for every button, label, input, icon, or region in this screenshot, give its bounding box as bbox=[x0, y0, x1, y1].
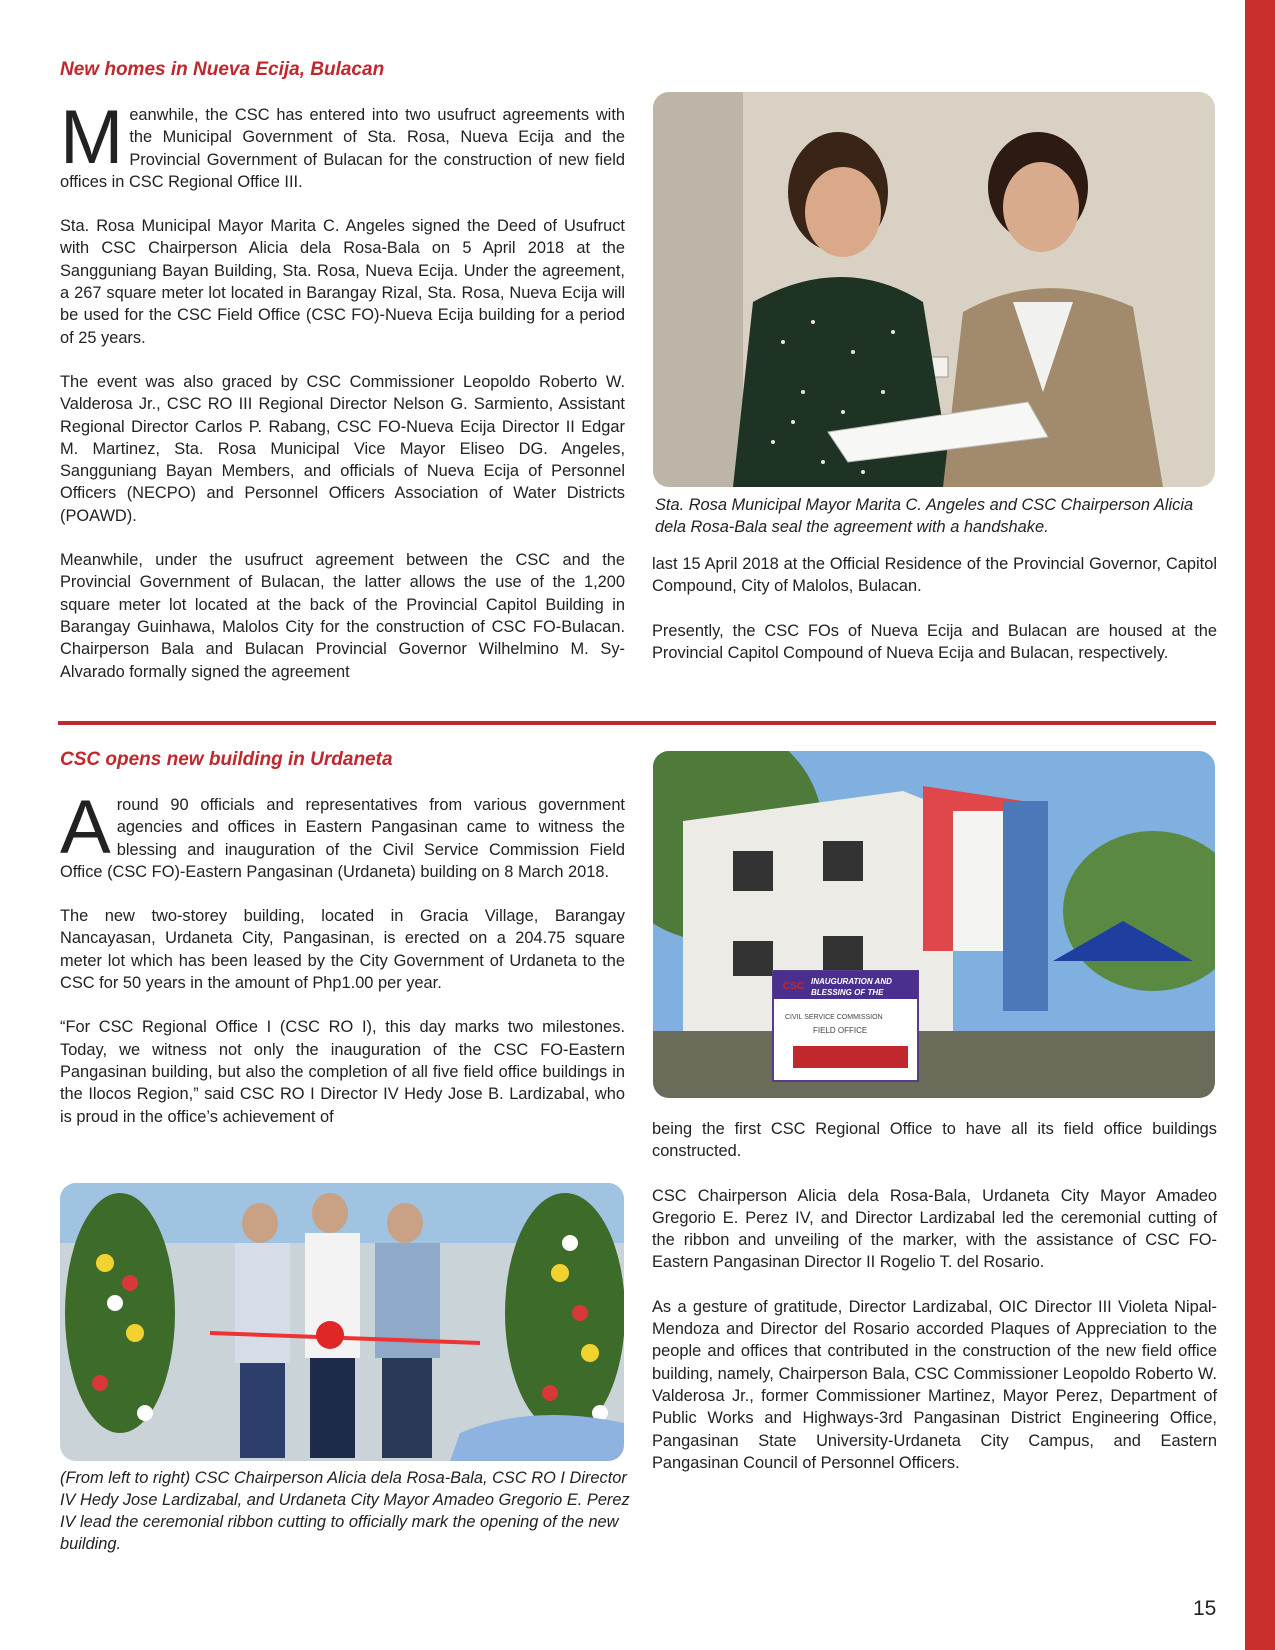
paragraph: last 15 April 2018 at the Official Residence of the Provincial Governor, Capitol Compound, City of Malolos, Bulacan. bbox=[652, 555, 1217, 596]
page-edge-bar bbox=[1245, 0, 1275, 1650]
handshake-photo bbox=[653, 92, 1215, 487]
article-column-right-2 bbox=[652, 1118, 1217, 1474]
drop-cap: M bbox=[60, 95, 124, 180]
paragraph: The event was also graced by CSC Commissioner Leopoldo Roberto W. Valderosa Jr., CSC RO III Regional Director Nelson G. Sarmiento, Assistant Regional Director Carlos P. Rabang, CSC FO-Nueva Ecija Director II Edgar M. Martinez, Sta. Rosa Municipal Vice Mayor Eliseo DG. Angeles, Sangguniang Bayan Members, and officials of Nueva Ecija of Personnel Officers (NECPO) and Personnel Officers Association of Water Districts (POAWD). bbox=[60, 372, 625, 525]
paragraph: The new two-storey building, located in Gracia Village, Barangay Nancayasan, Urdaneta City, Pangasinan, is erected on a 204.75 square meter lot which has been leased by the City Government of Urdaneta to the CSC for 50 years in the amount of Php1.00 per year. bbox=[60, 907, 625, 993]
banner-line: FIELD OFFICE bbox=[813, 1026, 868, 1035]
article-column-right-1 bbox=[652, 553, 1217, 664]
article-column-left-2 bbox=[60, 785, 625, 1128]
paragraph: CSC Chairperson Alicia dela Rosa-Bala, Urdaneta City Mayor Amadeo Gregorio E. Perez IV, and Director Lardizabal led the ceremonial cutting of the ribbon and unveiling of the marker, with the assistance of CSC FO-Eastern Pangasinan Director II Rogelio T. del Rosario. bbox=[652, 1186, 1217, 1272]
section-heading: New homes in Nueva Ecija, Bulacan bbox=[60, 59, 385, 80]
ribbon-cutting-photo bbox=[60, 1183, 624, 1461]
banner-line: CIVIL SERVICE COMMISSION bbox=[785, 1014, 883, 1021]
paragraph: Around 90 officials and representatives from various government agencies and offices in Eastern Pangasinan came to witness the blessing and inauguration of the Civil Service Commission Field Office (CSC FO)-Eastern Pangasinan (Urdaneta) building on 8 March 2018. bbox=[60, 785, 625, 881]
section-heading: CSC opens new building in Urdaneta bbox=[60, 749, 393, 770]
paragraph: Presently, the CSC FOs of Nueva Ecija and Bulacan are housed at the Provincial Capitol Compound of Nueva Ecija and Bulacan, respectively. bbox=[652, 621, 1217, 662]
photo-caption: Sta. Rosa Municipal Mayor Marita C. Angeles and CSC Chairperson Alicia dela Rosa-Bala seal the agreement with a handshake. bbox=[655, 496, 1194, 536]
paragraph: being the first CSC Regional Office to have all its field office buildings constructed. bbox=[652, 1120, 1217, 1161]
banner-line: INAUGURATION AND bbox=[811, 977, 892, 986]
paragraph: Sta. Rosa Municipal Mayor Marita C. Angeles signed the Deed of Usufruct with CSC Chairperson Alicia dela Rosa-Bala on 5 April 2018 at the Sangguniang Bayan Building, Sta. Rosa, Nueva Ecija. Under the agreement, a 267 square meter lot located in Barangay Rizal, Sta. Rosa, Nueva Ecija will be used for the CSC Field Office (CSC FO)-Nueva Ecija building for a period of 25 years. bbox=[60, 217, 625, 347]
paragraph: “For CSC Regional Office I (CSC RO I), this day marks two milestones. Today, we witness not only the inauguration of the CSC FO-Eastern Pangasinan building, but also the completion of all five field office buildings in the Ilocos Region,” said CSC RO I Director IV Hedy Jose B. Lardizabal, who is proud in the office’s achievement of bbox=[60, 1018, 625, 1126]
photo-caption: (From left to right) CSC Chairperson Alicia dela Rosa-Bala, CSC RO I Director IV Hedy Jose Lardizabal, and Urdaneta City Mayor Amadeo Gregorio E. Perez IV lead the ceremonial ribbon cutting to officially mark the opening of the new building. bbox=[60, 1469, 630, 1553]
drop-cap: A bbox=[60, 785, 111, 870]
building-photo bbox=[653, 751, 1215, 1098]
paragraph: Meanwhile, the CSC has entered into two usufruct agreements with the Municipal Government of Sta. Rosa, Nueva Ecija and the Provincial Government of Bulacan for the construction of new field offices in CSC Regional Office III. bbox=[60, 95, 625, 191]
section-divider bbox=[58, 721, 1216, 725]
paragraph: As a gesture of gratitude, Director Lardizabal, OIC Director III Violeta Nipal-Mendoza and Director del Rosario accorded Plaques of Appreciation to the people and offices that contributed in the construction of the new field office building, namely, Chairperson Bala, CSC Commissioner Leopoldo Roberto W. Valderosa Jr., former Commissioner Martinez, Mayor Perez, Department of Public Works and Highways-3rd Pangasinan District Engineering Office, Pangasinan State University-Urdaneta City Campus, and Eastern Pangasinan Council of Personnel Officers. bbox=[652, 1297, 1217, 1472]
paragraph: Meanwhile, under the usufruct agreement between the CSC and the Provincial Government of Bulacan, the latter allows the use of the 1,200 square meter lot located at the back of the Provincial Capitol Building in Barangay Guinhawa, Malolos City for the construction of CSC FO-Bulacan. Chairperson Bala and Bulacan Provincial Governor Wilhelmino M. Sy-Alvarado formally signed the agreement bbox=[60, 551, 625, 681]
article-column-left-1 bbox=[60, 95, 625, 683]
banner-logo: CSC bbox=[783, 981, 805, 992]
banner-line: BLESSING OF THE bbox=[811, 988, 884, 997]
page-number: 15 bbox=[1193, 1597, 1217, 1620]
